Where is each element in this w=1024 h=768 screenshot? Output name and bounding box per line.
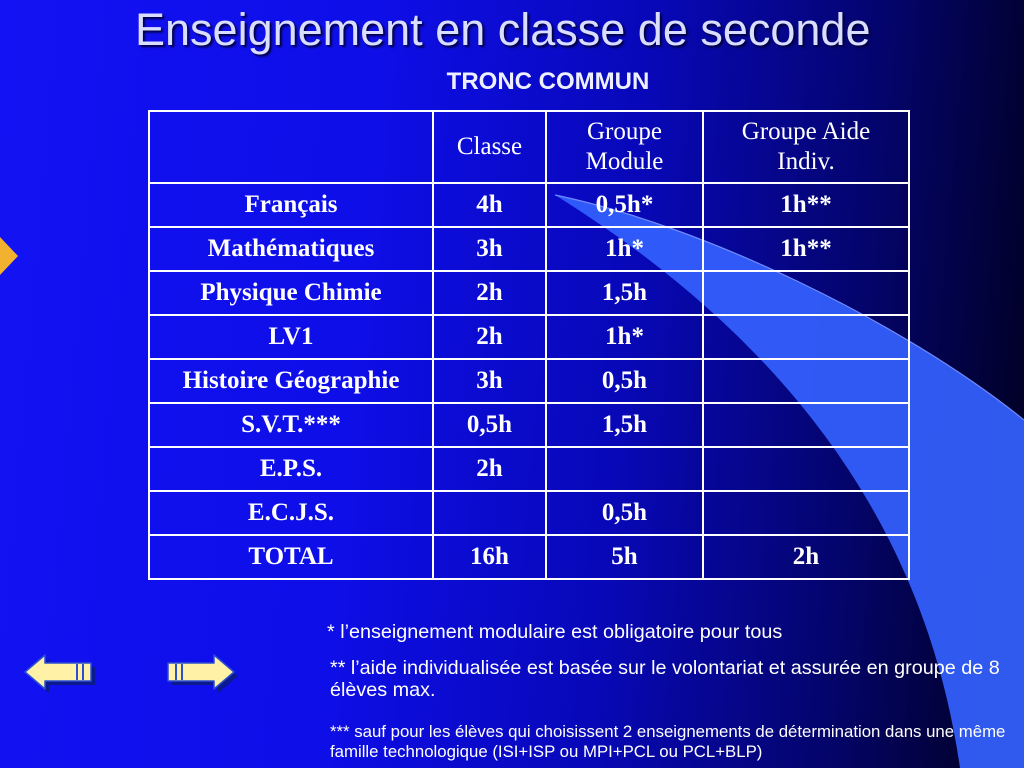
cell-groupe-aide [703, 315, 909, 359]
cell-subject: Mathématiques [149, 227, 433, 271]
footnote-3: *** sauf pour les élèves qui choisissent 2 enseignements de détermination dans une même famille technologique (ISI+ISP ou MPI+PCL ou PCL+BLP) [330, 722, 1006, 761]
cell-subject: LV1 [149, 315, 433, 359]
table-row [149, 359, 909, 403]
next-slide-button[interactable] [166, 653, 242, 695]
cell-classe: 16h [433, 535, 546, 579]
cell-groupe-aide: 1h** [703, 227, 909, 271]
cell-subject: Français [149, 183, 433, 227]
footnote-1: * l’enseignement modulaire est obligatoire pour tous [327, 621, 783, 643]
cell-groupe-module: 0,5h [546, 359, 703, 403]
cell-groupe-module: 0,5h [546, 491, 703, 535]
slide-subtitle: TRONC COMMUN [446, 68, 650, 95]
table-row [149, 491, 909, 535]
table-row [149, 315, 909, 359]
cell-subject: Histoire Géographie [149, 359, 433, 403]
cell-groupe-aide: 1h** [703, 183, 909, 227]
cell-groupe-aide [703, 359, 909, 403]
cell-subject: E.P.S. [149, 447, 433, 491]
cell-classe: 2h [433, 447, 546, 491]
table-row [149, 227, 909, 271]
header-classe: Classe [433, 111, 546, 183]
cell-groupe-module: 1,5h [546, 271, 703, 315]
footnote-2: ** l’aide individualisée est basée sur le volontariat et assurée en groupe de 8 élèves max. [330, 657, 1000, 701]
table-row-total [149, 535, 909, 579]
cell-groupe-aide [703, 491, 909, 535]
slide-title: Enseignement en classe de seconde [135, 4, 871, 55]
header-groupe-module: Groupe Module [546, 111, 703, 183]
cell-groupe-aide: 2h [703, 535, 909, 579]
cell-groupe-module [546, 447, 703, 491]
cell-groupe-aide [703, 447, 909, 491]
table-row [149, 271, 909, 315]
cell-classe: 4h [433, 183, 546, 227]
cell-groupe-aide [703, 403, 909, 447]
cell-classe: 0,5h [433, 403, 546, 447]
cell-classe: 2h [433, 315, 546, 359]
cell-subject: Physique Chimie [149, 271, 433, 315]
cell-subject: TOTAL [149, 535, 433, 579]
previous-slide-button[interactable] [23, 653, 99, 695]
table-header-row [149, 111, 909, 183]
cell-classe [433, 491, 546, 535]
header-cell-empty [149, 111, 433, 183]
cell-subject: S.V.T.*** [149, 403, 433, 447]
header-groupe-aide: Groupe Aide Indiv. [703, 111, 909, 183]
cell-groupe-module: 1h* [546, 227, 703, 271]
arrow-left-icon [23, 653, 99, 695]
cell-groupe-module: 0,5h* [546, 183, 703, 227]
cell-subject: E.C.J.S. [149, 491, 433, 535]
cell-groupe-module: 1,5h [546, 403, 703, 447]
cell-classe: 2h [433, 271, 546, 315]
timetable [148, 110, 910, 580]
arrow-right-icon [166, 653, 242, 695]
triangle-right-icon [0, 236, 20, 276]
cell-classe: 3h [433, 359, 546, 403]
cell-groupe-aide [703, 271, 909, 315]
table-row [149, 447, 909, 491]
cell-groupe-module: 5h [546, 535, 703, 579]
cell-classe: 3h [433, 227, 546, 271]
table-row [149, 183, 909, 227]
cell-groupe-module: 1h* [546, 315, 703, 359]
table-row [149, 403, 909, 447]
